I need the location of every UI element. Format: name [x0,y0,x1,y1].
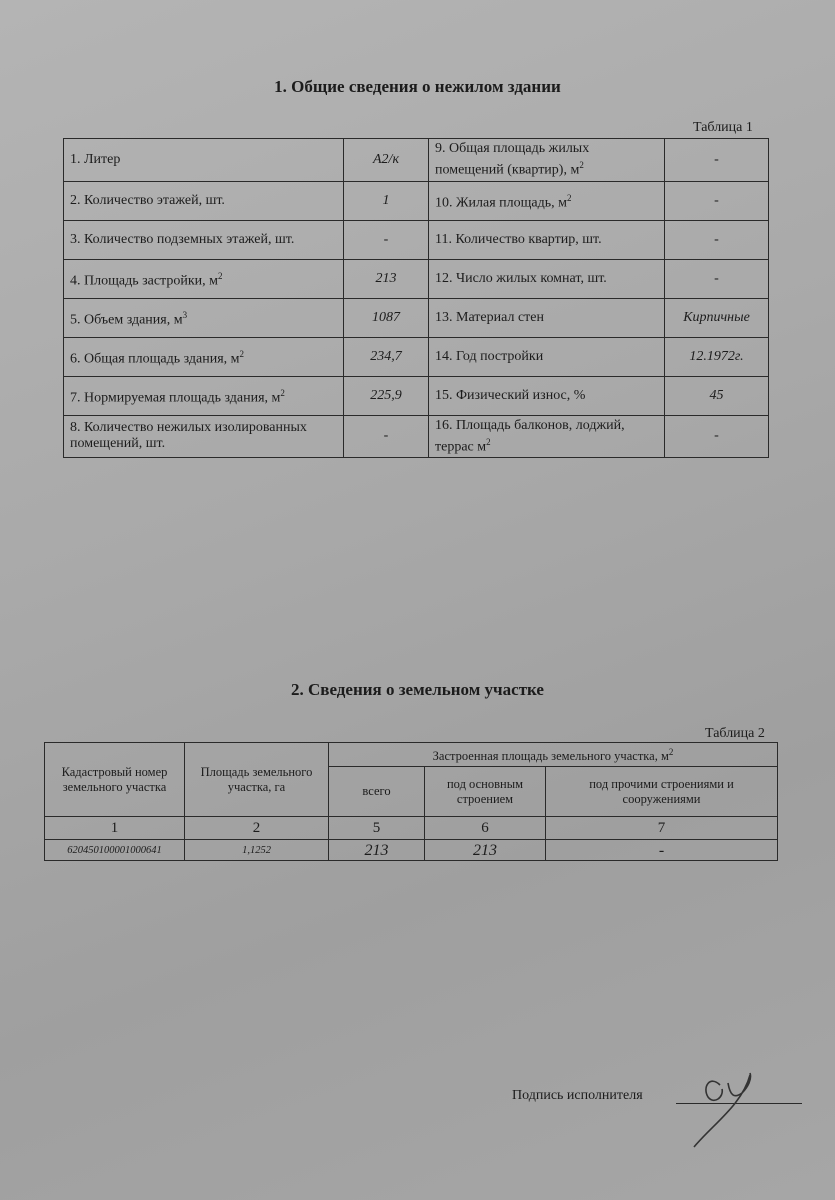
field-value: 234,7 [344,337,429,376]
cadastral-number: 620450100001000641 [45,840,185,861]
signature-label: Подпись исполнителя [512,1088,643,1103]
superscript: 2 [579,160,584,170]
field-label-text: 16. Площадь балконов, лоджий, террас м [435,417,625,455]
column-numbers-row [45,817,778,840]
col-number: 2 [185,817,329,840]
field-value: - [665,181,769,220]
field-value: - [344,415,429,458]
superscript: 2 [486,436,491,447]
field-label-text: 2. Количество этажей, шт. [70,192,225,208]
header-built-area-text: Застроенная площадь земельного участка, м [432,749,669,764]
field-value: - [665,139,769,182]
table-row [64,259,769,298]
built-other: - [546,840,778,861]
field-label-text: 8. Количество нежилых изолированных помещений, шт. [70,420,307,452]
col-number: 1 [45,817,185,840]
superscript: 3 [182,309,188,320]
table-row [64,337,769,376]
superscript: 2 [218,270,223,281]
field-label-text: 4. Площадь застройки, м [70,273,218,289]
table-row [64,415,769,458]
field-label [429,376,665,415]
table-row [64,181,769,220]
field-label-text: 14. Год постройки [435,348,544,364]
field-label [64,139,344,182]
field-label [429,220,665,259]
field-value: 225,9 [344,376,429,415]
field-label-text: 12. Число жилых комнат, шт. [435,270,607,286]
field-label-text: 13. Материал стен [435,309,544,325]
field-label [64,415,344,458]
field-label [429,298,665,337]
field-label [429,259,665,298]
header-other: под прочими строениями и сооружениями [546,767,778,817]
field-value: 12.1972г. [665,337,769,376]
field-label [429,415,665,458]
field-value: - [344,220,429,259]
field-label [64,181,344,220]
header-main: под основным строением [425,767,546,817]
field-value: А2/к [344,139,429,182]
section2-title: 2. Сведения о земельном участке [291,680,544,699]
field-label-text: 15. Физический износ, % [435,387,586,403]
building-info-table [63,138,769,458]
field-value: 45 [665,376,769,415]
field-label [429,337,665,376]
table-row [45,840,778,861]
field-label [64,298,344,337]
table-row [64,220,769,259]
table-row [64,298,769,337]
field-label-text: 7. Нормируемая площадь здания, м [70,390,281,406]
field-value: 1 [344,181,429,220]
field-label-text: 10. Жилая площадь, м [435,195,568,211]
superscript: 2 [567,192,572,203]
header-area: Площадь земельного участка, га [185,743,329,817]
col-number: 7 [546,817,778,840]
land-plot-table [44,742,778,861]
field-label [64,259,344,298]
built-total: 213 [329,840,425,861]
field-label [429,139,665,182]
field-label-text: 6. Общая площадь здания, м [70,351,240,367]
field-label [429,181,665,220]
field-label-text: 9. Общая площадь жилых помещений (квартир), м [435,141,590,178]
col-number: 5 [329,817,425,840]
table2-label: Таблица 2 [705,726,765,741]
built-main: 213 [425,840,546,861]
table-row [64,376,769,415]
field-label-text: 5. Объем здания, м [70,312,183,328]
field-value: - [665,415,769,458]
field-value: - [665,259,769,298]
field-value: Кирпичные [665,298,769,337]
plot-area: 1,1252 [185,840,329,861]
section1-title: 1. Общие сведения о нежилом здании [274,77,561,96]
field-label [64,376,344,415]
table-row [64,139,769,182]
col-number: 6 [425,817,546,840]
table1-label: Таблица 1 [693,120,753,135]
superscript: 2 [280,387,285,398]
superscript: 2 [239,348,245,359]
field-label [64,337,344,376]
superscript: 2 [668,746,674,757]
header-total: всего [329,767,425,817]
field-label-text: 11. Количество квартир, шт. [435,231,602,247]
field-value: 1087 [344,298,429,337]
header-built-area [329,743,778,767]
header-cadastral: Кадастровый номер земельного участка [45,743,185,817]
handwritten-signature [672,1065,762,1150]
field-label-text: 1. Литер [70,151,121,167]
field-value: 213 [344,259,429,298]
field-value: - [665,220,769,259]
field-label [64,220,344,259]
field-label-text: 3. Количество подземных этажей, шт. [70,231,295,247]
